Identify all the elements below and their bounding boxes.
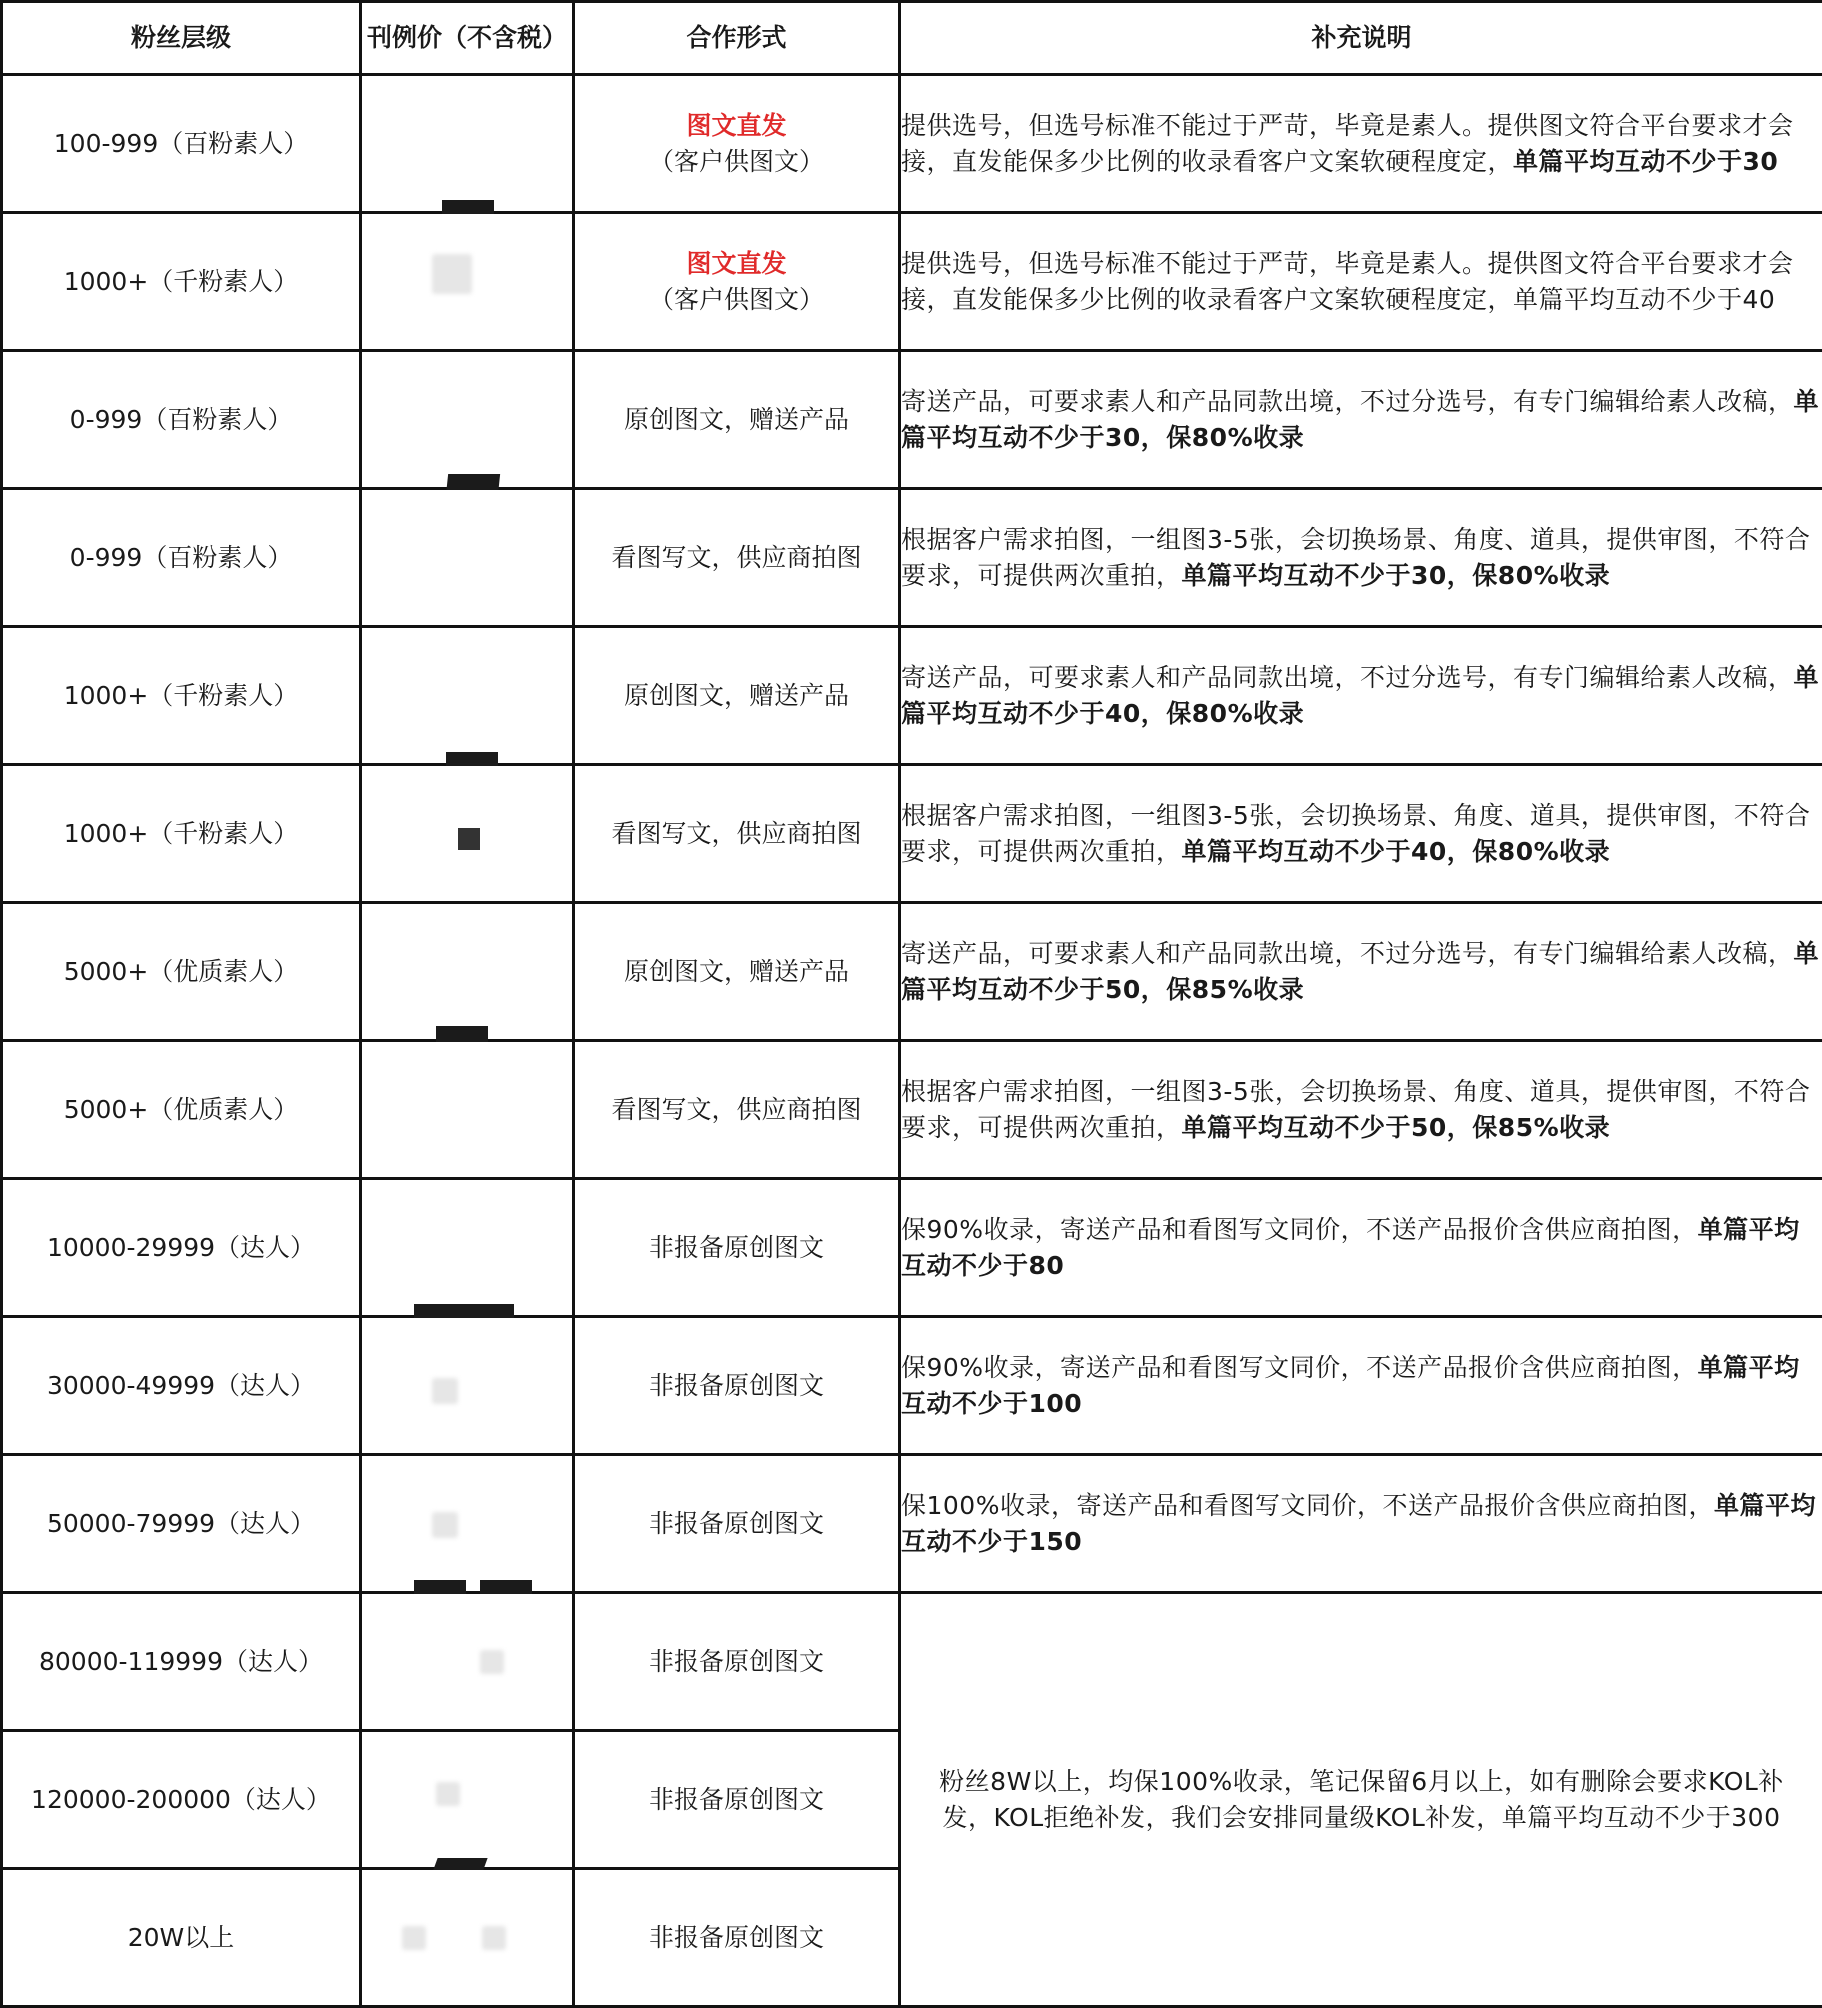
- note-text: 保100%收录，寄送产品和看图写文同价，不送产品报价含供应商拍图，: [901, 1491, 1714, 1520]
- blur-mark: [432, 254, 472, 294]
- format-cell: 看图写文，供应商拍图: [574, 765, 900, 903]
- tier-cell: 20W以上: [2, 1869, 361, 2007]
- tier-cell: 10000-29999（达人）: [2, 1179, 361, 1317]
- table-row: [2, 75, 1822, 213]
- note-text: 寄送产品，可要求素人和产品同款出境，不过分选号，有专门编辑给素人改稿，: [901, 663, 1794, 692]
- table-row: [2, 1179, 1822, 1317]
- format-highlight: 图文直发: [575, 108, 898, 144]
- tier-cell: 1000+（千粉素人）: [2, 627, 361, 765]
- price-cell-redacted: [361, 489, 574, 627]
- note-bold: 单篇平均互动不少于30，保80%收录: [901, 387, 1819, 452]
- tier-cell: 5000+（优质素人）: [2, 1041, 361, 1179]
- table-row: [2, 213, 1822, 351]
- note-bold: 单篇平均互动不少于100: [901, 1353, 1800, 1418]
- note-bold: 单篇平均互动不少于50，保85%收录: [901, 939, 1819, 1004]
- header-notes: 补充说明: [900, 2, 1822, 75]
- price-cell-redacted: [361, 1869, 574, 2007]
- format-cell: 原创图文，赠送产品: [574, 351, 900, 489]
- note-text: 保90%收录，寄送产品和看图写文同价，不送产品报价含供应商拍图，: [901, 1215, 1698, 1244]
- price-cell-redacted: [361, 1455, 574, 1593]
- tier-cell: 0-999（百粉素人）: [2, 489, 361, 627]
- note-text: 提供选号，但选号标准不能过于严苛，毕竟是素人。提供图文符合平台要求才会接，直发能保多少比例的收录看客户文案软硬程度定，: [901, 111, 1794, 176]
- notes-cell: [900, 627, 1822, 765]
- blur-mark: [480, 1650, 504, 1674]
- note-text: 提供选号，但选号标准不能过于严苛，毕竟是素人。提供图文符合平台要求才会接，直发能保多少比例的收录看客户文案软硬程度定，单篇平均互动不少于40: [901, 249, 1794, 314]
- format-cell: 原创图文，赠送产品: [574, 903, 900, 1041]
- notes-cell-merged: 粉丝8W以上，均保100%收录，笔记保留6月以上，如有删除会要求KOL补发，KOL拒绝补发，我们会安排同量级KOL补发，单篇平均互动不少于300: [900, 1593, 1822, 2007]
- format-cell: [574, 213, 900, 351]
- note-bold: 单篇平均互动不少于80: [901, 1215, 1800, 1280]
- table-row: [2, 1593, 1822, 1731]
- table-row: [2, 489, 1822, 627]
- price-cell-redacted: [361, 351, 574, 489]
- notes-cell: [900, 765, 1822, 903]
- format-cell: 非报备原创图文: [574, 1869, 900, 2007]
- price-cell-redacted: [361, 75, 574, 213]
- table-row: [2, 1455, 1822, 1593]
- notes-cell: [900, 489, 1822, 627]
- price-cell-redacted: [361, 1593, 574, 1731]
- format-cell: 非报备原创图文: [574, 1179, 900, 1317]
- blur-mark: [402, 1926, 426, 1950]
- format-cell: 看图写文，供应商拍图: [574, 489, 900, 627]
- table-row: [2, 765, 1822, 903]
- note-bold: 单篇平均互动不少于40，保80%收录: [901, 663, 1819, 728]
- notes-cell: [900, 1317, 1822, 1455]
- note-text: 根据客户需求拍图，一组图3-5张，会切换场景、角度、道具，提供审图，不符合要求，可提供两次重拍，: [901, 801, 1810, 866]
- note-text: 根据客户需求拍图，一组图3-5张，会切换场景、角度、道具，提供审图，不符合要求，可提供两次重拍，: [901, 525, 1810, 590]
- header-price: 刊例价（不含税）: [361, 2, 574, 75]
- blur-mark: [436, 1782, 460, 1806]
- price-cell-redacted: [361, 627, 574, 765]
- tier-cell: 5000+（优质素人）: [2, 903, 361, 1041]
- header-tier: 粉丝层级: [2, 2, 361, 75]
- format-cell: 非报备原创图文: [574, 1593, 900, 1731]
- price-cell-redacted: [361, 213, 574, 351]
- tier-cell: 1000+（千粉素人）: [2, 213, 361, 351]
- note-bold: 单篇平均互动不少于150: [901, 1491, 1816, 1556]
- price-cell-redacted: [361, 903, 574, 1041]
- price-cell-redacted: [361, 1731, 574, 1869]
- format-sub: （客户供图文）: [575, 144, 898, 180]
- blur-mark: [432, 1378, 458, 1404]
- note-bold: 单篇平均互动不少于40，保80%收录: [1182, 837, 1611, 866]
- blur-mark: [482, 1926, 506, 1950]
- tier-cell: 0-999（百粉素人）: [2, 351, 361, 489]
- format-cell: 看图写文，供应商拍图: [574, 1041, 900, 1179]
- table-row: [2, 903, 1822, 1041]
- tier-cell: 80000-119999（达人）: [2, 1593, 361, 1731]
- note-bold: 单篇平均互动不少于30: [1513, 147, 1778, 176]
- note-text: 保90%收录，寄送产品和看图写文同价，不送产品报价含供应商拍图，: [901, 1353, 1698, 1382]
- note-bold: 单篇平均互动不少于50，保85%收录: [1182, 1113, 1611, 1142]
- format-sub: （客户供图文）: [575, 282, 898, 318]
- note-text: 根据客户需求拍图，一组图3-5张，会切换场景、角度、道具，提供审图，不符合要求，可提供两次重拍，: [901, 1077, 1810, 1142]
- table-row: [2, 351, 1822, 489]
- notes-cell: [900, 75, 1822, 213]
- notes-cell: [900, 903, 1822, 1041]
- format-cell: 非报备原创图文: [574, 1317, 900, 1455]
- tier-cell: 30000-49999（达人）: [2, 1317, 361, 1455]
- tier-cell: 100-999（百粉素人）: [2, 75, 361, 213]
- price-cell-redacted: [361, 1317, 574, 1455]
- format-cell: 原创图文，赠送产品: [574, 627, 900, 765]
- table-row: [2, 1317, 1822, 1455]
- price-cell-redacted: [361, 1041, 574, 1179]
- notes-cell: [900, 1041, 1822, 1179]
- tier-cell: 1000+（千粉素人）: [2, 765, 361, 903]
- table-row: [2, 1041, 1822, 1179]
- note-text: 寄送产品，可要求素人和产品同款出境，不过分选号，有专门编辑给素人改稿，: [901, 939, 1794, 968]
- blur-mark: [432, 1512, 458, 1538]
- redaction-mark: [458, 828, 480, 850]
- note-text: 寄送产品，可要求素人和产品同款出境，不过分选号，有专门编辑给素人改稿，: [901, 387, 1794, 416]
- header-row: [2, 2, 1822, 75]
- header-format: 合作形式: [574, 2, 900, 75]
- note-bold: 单篇平均互动不少于30，保80%收录: [1182, 561, 1611, 590]
- price-cell-redacted: [361, 1179, 574, 1317]
- format-cell: 非报备原创图文: [574, 1455, 900, 1593]
- tier-cell: 120000-200000（达人）: [2, 1731, 361, 1869]
- table-row: [2, 627, 1822, 765]
- tier-cell: 50000-79999（达人）: [2, 1455, 361, 1593]
- notes-cell: [900, 1179, 1822, 1317]
- notes-cell: [900, 213, 1822, 351]
- format-cell: 非报备原创图文: [574, 1731, 900, 1869]
- notes-cell: [900, 1455, 1822, 1593]
- price-cell-redacted: [361, 765, 574, 903]
- format-highlight: 图文直发: [575, 246, 898, 282]
- notes-cell: [900, 351, 1822, 489]
- format-cell: [574, 75, 900, 213]
